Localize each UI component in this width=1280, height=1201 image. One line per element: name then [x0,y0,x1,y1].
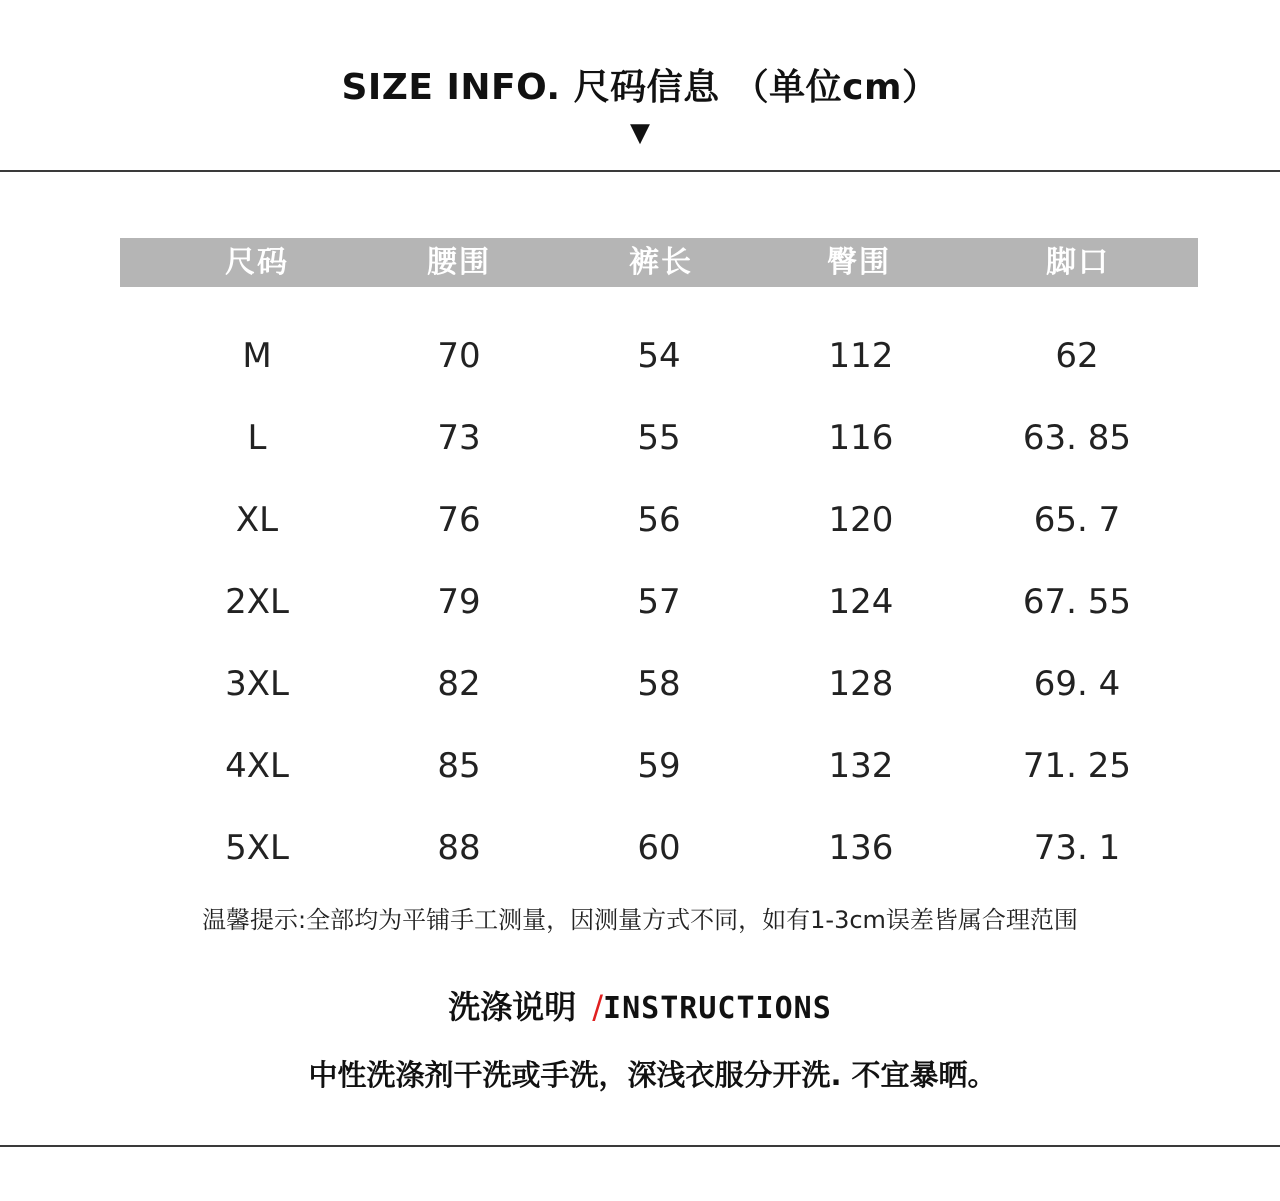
table-row [0,572,1280,632]
cell-size: M [242,336,272,376]
table-row [0,654,1280,714]
cell-hip: 132 [828,746,894,786]
cell-leg-opening: 67. 55 [1022,582,1132,622]
header-hip: 臀围 [827,245,891,280]
wash-title-en: INSTRUCTIONS [603,991,832,1026]
cell-pants-length: 60 [637,828,681,868]
wash-instructions-text: 中性洗涤剂干洗或手洗，深浅衣服分开洗. 不宜暴晒。 [308,1058,997,1092]
cell-leg-opening: 62 [1055,336,1099,376]
cell-waist: 88 [437,828,481,868]
cell-size: 5XL [225,828,289,868]
cell-waist: 73 [437,418,481,458]
table-row [0,736,1280,796]
cell-pants-length: 58 [637,664,681,704]
cell-waist: 79 [437,582,481,622]
slash-separator: / [592,988,604,1026]
table-row [0,326,1280,386]
header-pants-length: 裤长 [629,245,693,280]
cell-leg-opening: 65. 7 [1033,500,1121,540]
cell-leg-opening: 73. 1 [1033,828,1121,868]
cell-waist: 82 [437,664,481,704]
cell-leg-opening: 71. 25 [1022,746,1132,786]
header-waist: 腰围 [427,245,491,280]
cell-size: 2XL [225,582,289,622]
cell-pants-length: 57 [637,582,681,622]
cell-pants-length: 56 [637,500,681,540]
cell-size: XL [235,500,279,540]
wash-instructions-title [0,982,1280,1034]
header-size: 尺码 [225,245,289,280]
cell-hip: 128 [828,664,894,704]
cell-pants-length: 54 [637,336,681,376]
cell-hip: 124 [828,582,894,622]
cell-pants-length: 55 [637,418,681,458]
cell-size: 4XL [225,746,289,786]
table-row [0,408,1280,468]
cell-pants-length: 59 [637,746,681,786]
cell-waist: 85 [437,746,481,786]
wash-title-cn: 洗涤说明 [448,988,577,1026]
cell-hip: 120 [828,500,894,540]
bottom-divider [0,1145,1280,1147]
cell-hip: 136 [828,828,894,868]
arrow-down-icon: ▼ [630,118,650,148]
page-title: SIZE INFO. 尺码信息 （单位cm） [341,67,939,108]
table-row [0,818,1280,878]
cell-size: 3XL [225,664,289,704]
cell-hip: 112 [828,336,894,376]
measurement-note: 温馨提示:全部均为平铺手工测量，因测量方式不同，如有1-3cm误差皆属合理范围 [202,906,1078,934]
cell-size: L [247,418,267,458]
cell-waist: 70 [437,336,481,376]
cell-leg-opening: 69. 4 [1033,664,1121,704]
header-leg-opening: 脚口 [1046,245,1110,280]
table-row [0,490,1280,550]
cell-hip: 116 [828,418,894,458]
cell-leg-opening: 63. 85 [1022,418,1132,458]
cell-waist: 76 [437,500,481,540]
